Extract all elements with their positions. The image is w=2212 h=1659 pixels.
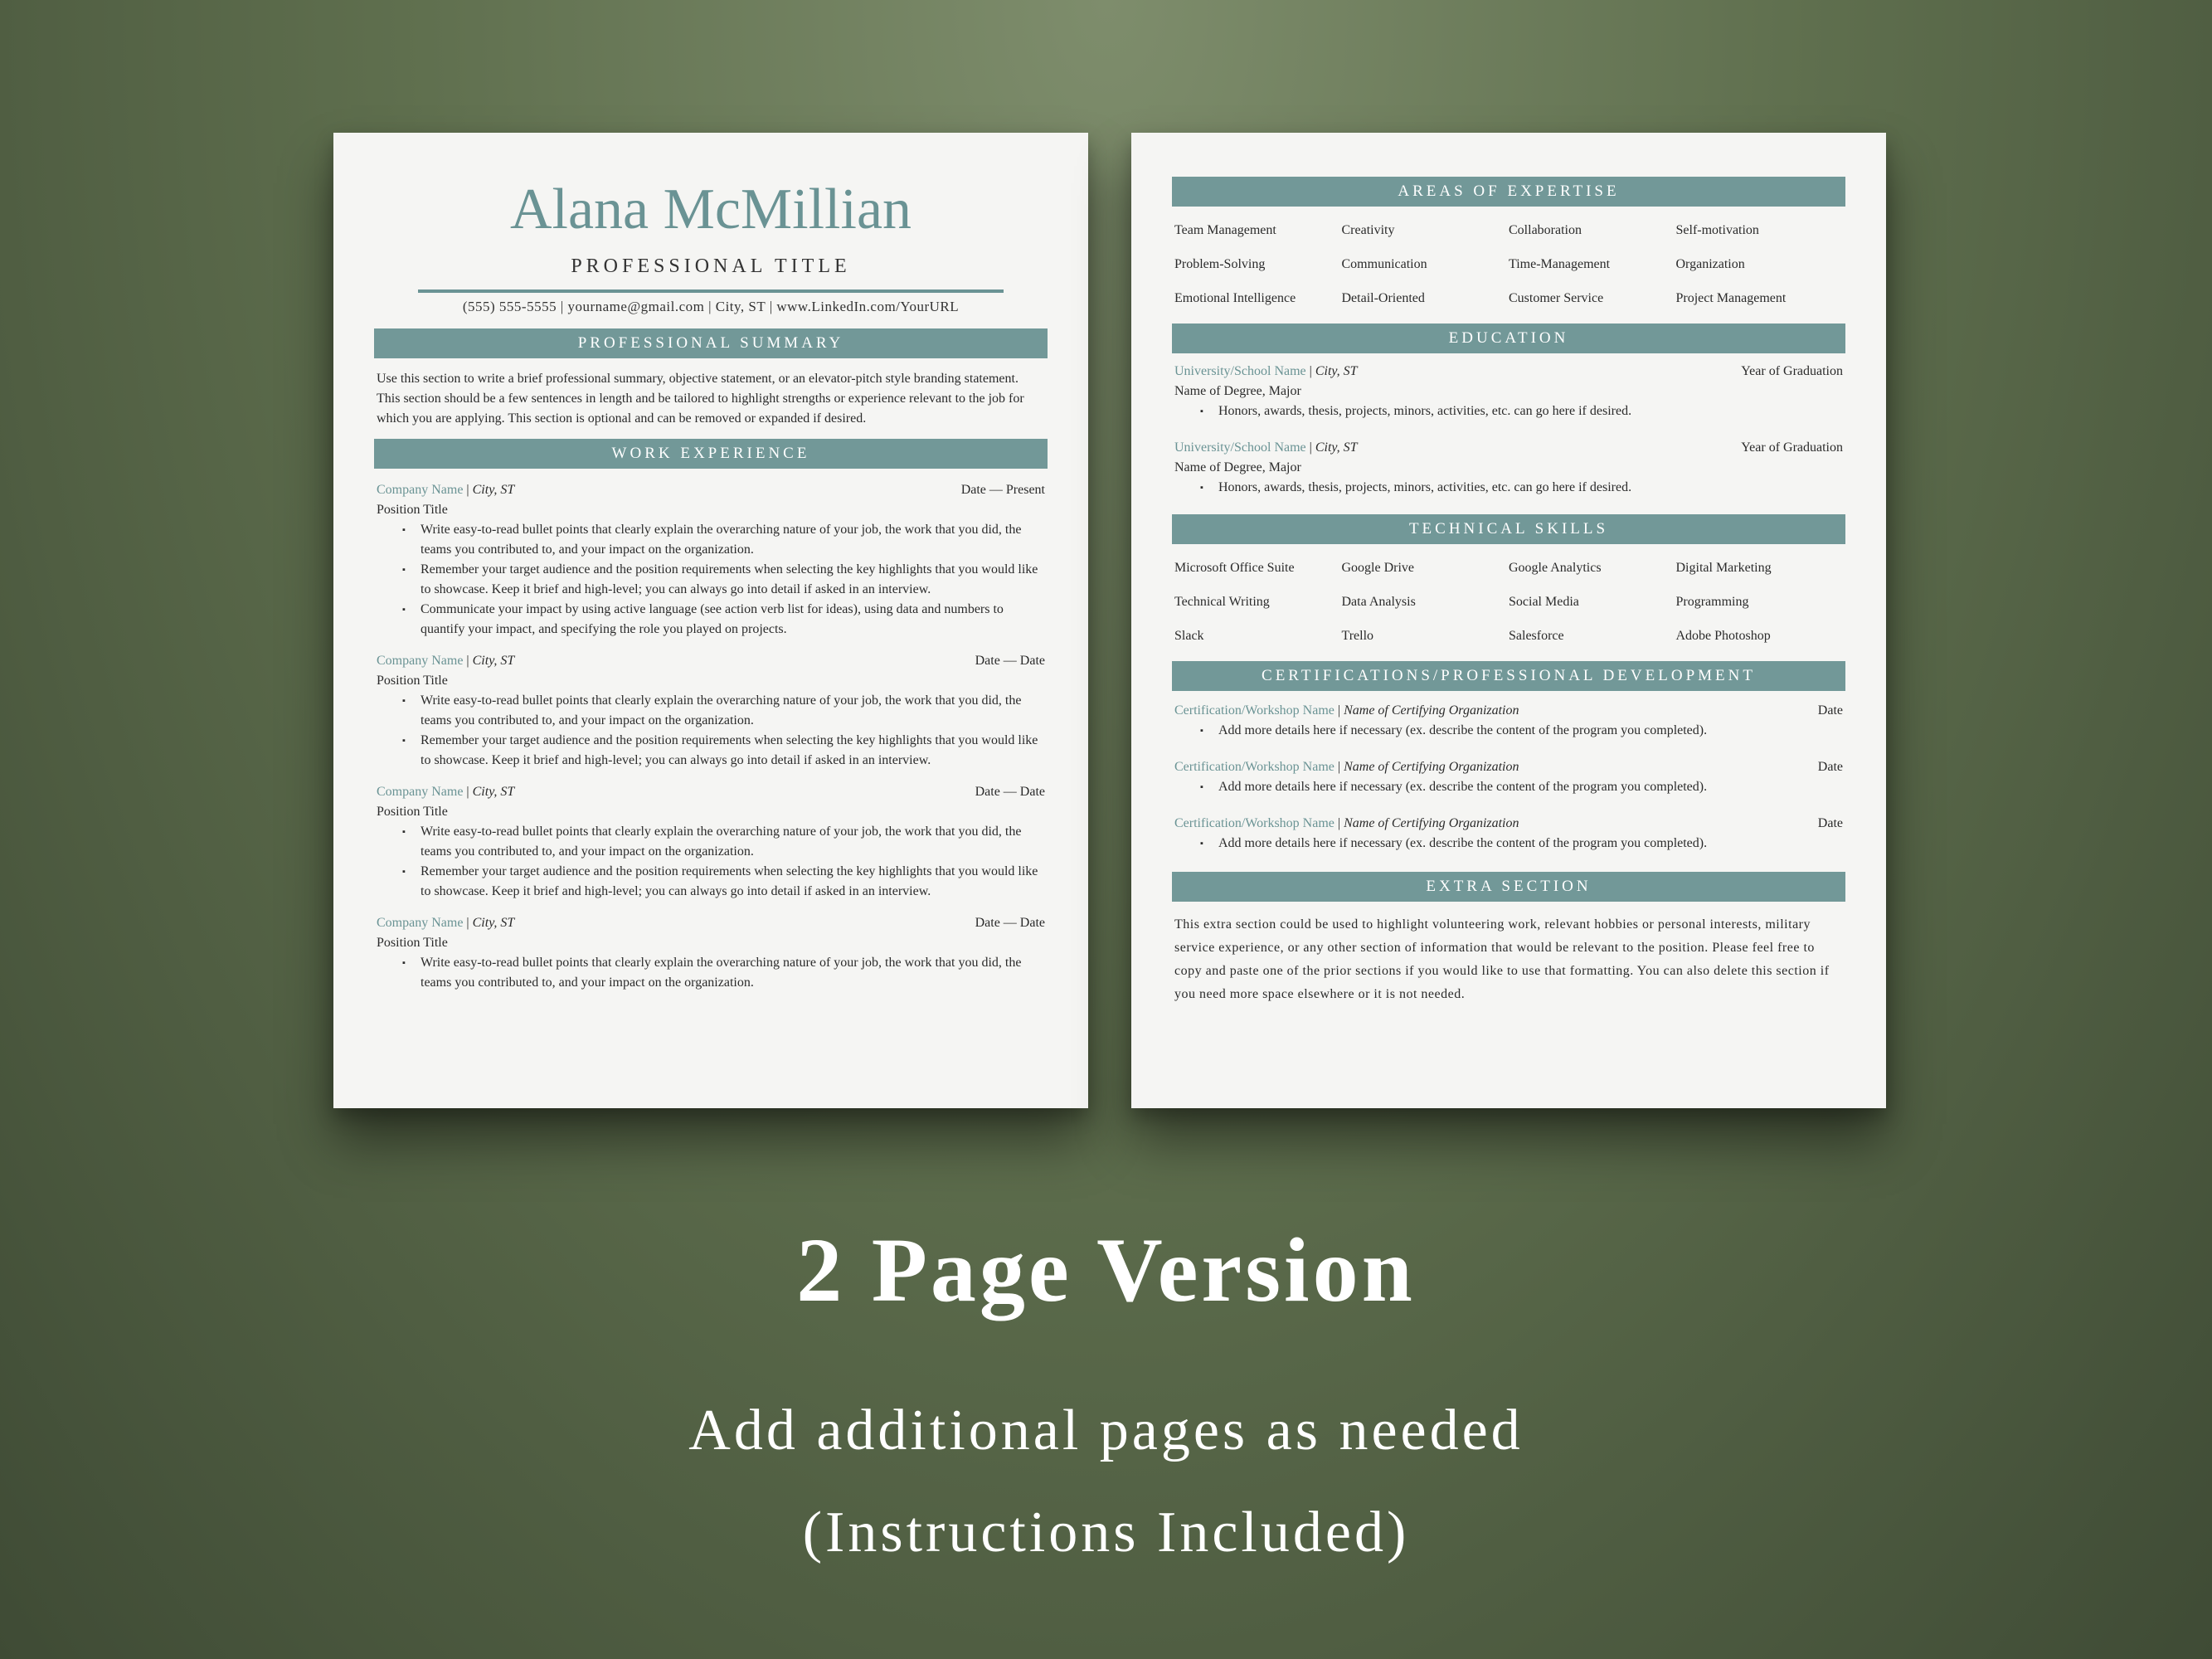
- resume-page-1: [333, 133, 1088, 1108]
- expertise-item: Self-motivation: [1675, 223, 1759, 237]
- caption-line-1: Add additional pages as needed: [688, 1399, 1524, 1462]
- company-location: City, ST: [472, 916, 515, 930]
- certification-name: Certification/Workshop Name: [1174, 760, 1334, 774]
- expertise-item: Project Management: [1675, 291, 1787, 305]
- degree-name: Name of Degree, Major: [1174, 384, 1301, 398]
- company-name: Company Name: [377, 654, 464, 668]
- job-date: Date — Date: [975, 654, 1045, 668]
- job-bullet: ▪ Write easy-to-read bullet points that clearly explain the overarching nature of your job, the work that you did, the teams you contributed to, and your impact on the organization.: [421, 691, 1048, 731]
- skill-item: Google Analytics: [1509, 561, 1602, 575]
- certifying-organization: Name of Certifying Organization: [1344, 760, 1519, 774]
- expertise-item: Problem-Solving: [1174, 257, 1266, 271]
- job-entry: Company Name | City, ST Date — Present Position Title ▪ Write easy-to-read bullet points that clearly explain the overarching nature of your job, the work that you did, the teams you contributed to, and your impact on the organization. ▪ Remember your target audience and the position requirements when selecting the key highlights that you would like to showcase. Keep it brief and high-level; you can always go into detail if asked in an interview. ▪ Communicate your impact by using active language (see action verb list for ideas), using data and numbers to quantify your impact, and specifying the role you played on projects.: [374, 480, 1048, 640]
- section-heading-skills: TECHNICAL SKILLS: [1172, 514, 1845, 544]
- job-entry: Company Name | City, ST Date — Date Position Title ▪ Write easy-to-read bullet points that clearly explain the overarching nature of your job, the work that you did, the teams you contributed to, and your impact on the organization. ▪ Remember your target audience and the position requirements when selecting the key highlights that you would like to showcase. Keep it brief and high-level; you can always go into detail if asked in an interview.: [374, 651, 1048, 771]
- expertise-item: Creativity: [1341, 223, 1395, 237]
- expertise-item: Organization: [1675, 257, 1745, 271]
- school-location: City, ST: [1315, 440, 1358, 455]
- candidate-name: Alana McMillian: [509, 178, 912, 241]
- certification-name: Certification/Workshop Name: [1174, 703, 1334, 718]
- expertise-grid: [1172, 207, 1845, 315]
- section-heading-extra: EXTRA SECTION: [1172, 872, 1845, 902]
- certification-bullet: ▪ Add more details here if necessary (ex. describe the content of the program you completed).: [1218, 777, 1843, 797]
- job-date: Date — Present: [960, 483, 1045, 497]
- company-location: City, ST: [472, 654, 515, 668]
- skill-item: Digital Marketing: [1675, 561, 1772, 575]
- job-bullet: ▪ Remember your target audience and the position requirements when selecting the key highlights that you would like to showcase. Keep it brief and high-level; you can always go into detail if asked in an interview.: [421, 862, 1048, 902]
- school-location: City, ST: [1315, 364, 1358, 378]
- expertise-item: Communication: [1341, 257, 1427, 271]
- job-entry: Company Name | City, ST Date — Date Position Title ▪ Write easy-to-read bullet points that clearly explain the overarching nature of your job, the work that you did, the teams you contributed to, and your impact on the organization.: [374, 913, 1048, 993]
- certification-date: Date: [1817, 816, 1843, 830]
- job-entry: Company Name | City, ST Date — Date Position Title ▪ Write easy-to-read bullet points that clearly explain the overarching nature of your job, the work that you did, the teams you contributed to, and your impact on the organization. ▪ Remember your target audience and the position requirements when selecting the key highlights that you would like to showcase. Keep it brief and high-level; you can always go into detail if asked in an interview.: [374, 782, 1048, 902]
- job-bullet: ▪ Write easy-to-read bullet points that clearly explain the overarching nature of your job, the work that you did, the teams you contributed to, and your impact on the organization.: [421, 520, 1048, 560]
- summary-text: Use this section to write a brief professional summary, objective statement, or an elevator-pitch style branding statement. This section should be a few sentences in length and be tailored to highlight strengths or experience relevant to the job for which you are applying. This section is optional and can be removed or expanded if desired.: [377, 372, 1024, 426]
- company-name: Company Name: [377, 785, 464, 799]
- company-location: City, ST: [472, 785, 515, 799]
- position-title: Position Title: [377, 503, 448, 517]
- professional-title: PROFESSIONAL TITLE: [571, 255, 851, 277]
- skill-item: Slack: [1174, 629, 1204, 643]
- section-heading-expertise: AREAS OF EXPERTISE: [1172, 177, 1845, 207]
- section-heading-education: EDUCATION: [1172, 324, 1845, 353]
- section-heading-certifications: CERTIFICATIONS/PROFESSIONAL DEVELOPMENT: [1172, 661, 1845, 691]
- company-name: Company Name: [377, 916, 464, 930]
- certification-date: Date: [1817, 703, 1843, 718]
- education-bullet: ▪ Honors, awards, thesis, projects, minors, activities, etc. can go here if desired.: [1218, 401, 1843, 421]
- job-bullet: ▪ Remember your target audience and the position requirements when selecting the key highlights that you would like to showcase. Keep it brief and high-level; you can always go into detail if asked in an interview.: [421, 731, 1048, 771]
- section-heading-summary: PROFESSIONAL SUMMARY: [374, 328, 1048, 358]
- expertise-item: Emotional Intelligence: [1174, 291, 1296, 305]
- degree-name: Name of Degree, Major: [1174, 460, 1301, 474]
- position-title: Position Title: [377, 936, 448, 950]
- certifying-organization: Name of Certifying Organization: [1344, 816, 1519, 830]
- skills-grid: [1172, 544, 1845, 653]
- graduation-year: Year of Graduation: [1741, 440, 1843, 455]
- caption-heading: 2 Page Version: [796, 1219, 1416, 1321]
- education-bullet: ▪ Honors, awards, thesis, projects, minors, activities, etc. can go here if desired.: [1218, 478, 1843, 498]
- extra-section-text: This extra section could be used to highlight volunteering work, relevant hobbies or personal interests, military service experience, or any other section of information that would be relevant to the position. Please feel free to copy and paste one of the prior sections if you would like to use that formatting. You can also delete this section if you need more space elsewhere or it is not needed.: [1174, 917, 1830, 1001]
- expertise-item: Collaboration: [1509, 223, 1582, 237]
- section-heading-work: WORK EXPERIENCE: [374, 439, 1048, 469]
- expertise-item: Time-Management: [1509, 257, 1611, 271]
- skill-item: Technical Writing: [1174, 595, 1270, 609]
- job-date: Date — Date: [975, 785, 1045, 799]
- certification-date: Date: [1817, 760, 1843, 774]
- company-location: City, ST: [472, 483, 515, 497]
- caption-line-2: (Instructions Included): [802, 1501, 1410, 1564]
- school-name: University/School Name: [1174, 364, 1306, 378]
- skill-item: Microsoft Office Suite: [1174, 561, 1295, 575]
- certification-bullet: ▪ Add more details here if necessary (ex. describe the content of the program you completed).: [1218, 721, 1843, 741]
- skill-item: Social Media: [1509, 595, 1579, 609]
- certification-entry: Certification/Workshop Name | Name of Certifying Organization Date ▪ Add more details here if necessary (ex. describe the content of the program you completed).: [1172, 701, 1845, 741]
- school-name: University/School Name: [1174, 440, 1306, 455]
- company-name: Company Name: [377, 483, 464, 497]
- expertise-item: Customer Service: [1509, 291, 1604, 305]
- position-title: Position Title: [377, 674, 448, 688]
- skill-item: Google Drive: [1341, 561, 1415, 575]
- education-entry: University/School Name | City, ST Year of Graduation Name of Degree, Major ▪ Honors, awards, thesis, projects, minors, activities, etc. can go here if desired.: [1172, 362, 1845, 421]
- certification-entry: Certification/Workshop Name | Name of Certifying Organization Date ▪ Add more details here if necessary (ex. describe the content of the program you completed).: [1172, 814, 1845, 854]
- certification-bullet: ▪ Add more details here if necessary (ex. describe the content of the program you completed).: [1218, 834, 1843, 854]
- graduation-year: Year of Graduation: [1741, 364, 1843, 378]
- certifying-organization: Name of Certifying Organization: [1344, 703, 1519, 718]
- skill-item: Trello: [1341, 629, 1374, 643]
- expertise-item: Team Management: [1174, 223, 1276, 237]
- resume-page-2: [1131, 133, 1886, 1108]
- skill-item: Data Analysis: [1341, 595, 1416, 609]
- contact-line: (555) 555-5555 | yourname@gmail.com | City, ST | www.LinkedIn.com/YourURL: [462, 299, 960, 314]
- certification-entry: Certification/Workshop Name | Name of Certifying Organization Date ▪ Add more details here if necessary (ex. describe the content of the program you completed).: [1172, 757, 1845, 797]
- position-title: Position Title: [377, 805, 448, 819]
- certification-name: Certification/Workshop Name: [1174, 816, 1334, 830]
- job-bullet: ▪ Communicate your impact by using active language (see action verb list for ideas), using data and numbers to quantify your impact, and specifying the role you played on projects.: [421, 600, 1048, 640]
- education-entry: University/School Name | City, ST Year of Graduation Name of Degree, Major ▪ Honors, awards, thesis, projects, minors, activities, etc. can go here if desired.: [1172, 438, 1845, 498]
- job-bullet: ▪ Write easy-to-read bullet points that clearly explain the overarching nature of your job, the work that you did, the teams you contributed to, and your impact on the organization.: [421, 953, 1048, 993]
- job-date: Date — Date: [975, 916, 1045, 930]
- job-bullet: ▪ Write easy-to-read bullet points that clearly explain the overarching nature of your job, the work that you did, the teams you contributed to, and your impact on the organization.: [421, 822, 1048, 862]
- job-bullet: ▪ Remember your target audience and the position requirements when selecting the key highlights that you would like to showcase. Keep it brief and high-level; you can always go into detail if asked in an interview.: [421, 560, 1048, 600]
- skill-item: Adobe Photoshop: [1675, 629, 1771, 643]
- title-divider: [418, 289, 1004, 293]
- skill-item: Salesforce: [1509, 629, 1564, 643]
- expertise-item: Detail-Oriented: [1341, 291, 1425, 305]
- skill-item: Programming: [1675, 595, 1749, 609]
